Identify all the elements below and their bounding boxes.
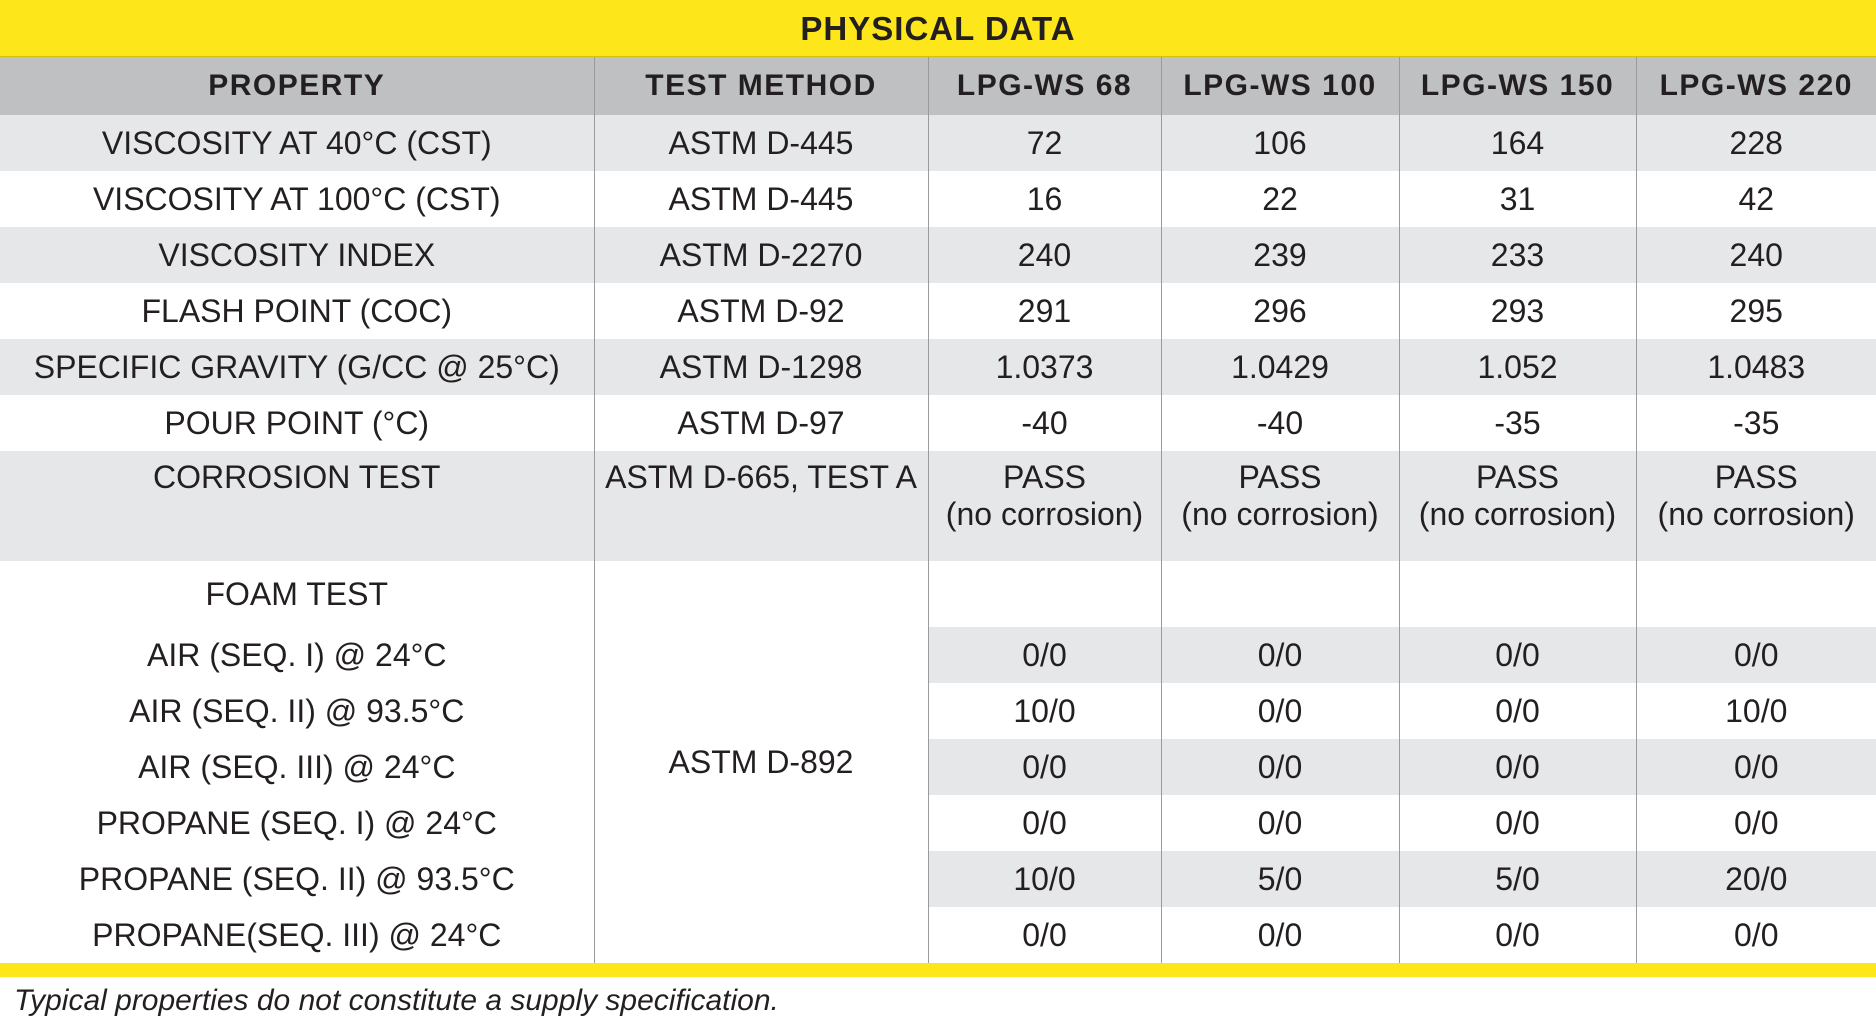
property-cell: PROPANE (SEQ. II) @ 93.5°C <box>0 851 594 907</box>
value-cell: 0/0 <box>1636 795 1876 851</box>
value-cell: 296 <box>1161 283 1399 339</box>
table-row <box>0 171 1876 227</box>
footnote: Typical properties do not constitute a supply specification. <box>14 984 779 1017</box>
value-cell: 295 <box>1636 283 1876 339</box>
property-cell: VISCOSITY AT 40°C (CST) <box>0 115 594 171</box>
pass-detail: (no corrosion) <box>1657 496 1855 532</box>
value-cell: 0/0 <box>1399 627 1636 683</box>
corrosion-row <box>0 451 1876 561</box>
header-lpg-ws-220: LPG-WS 220 <box>1636 57 1876 115</box>
header-lpg-ws-100: LPG-WS 100 <box>1161 57 1399 115</box>
method-cell: ASTM D-2270 <box>594 227 928 283</box>
foam-row <box>0 627 1876 683</box>
property-cell: PROPANE (SEQ. I) @ 24°C <box>0 795 594 851</box>
value-cell: 0/0 <box>1636 907 1876 963</box>
pass-result: PASS <box>1003 459 1086 495</box>
value-cell: 16 <box>928 171 1161 227</box>
empty-cell <box>928 561 1161 627</box>
value-cell: 164 <box>1399 115 1636 171</box>
value-cell <box>1636 451 1876 561</box>
value-cell <box>928 451 1161 561</box>
value-cell: 0/0 <box>1399 907 1636 963</box>
value-cell: 0/0 <box>1399 683 1636 739</box>
value-cell: 10/0 <box>928 851 1161 907</box>
value-cell: 10/0 <box>1636 683 1876 739</box>
value-cell: 0/0 <box>928 739 1161 795</box>
value-cell: 0/0 <box>1636 627 1876 683</box>
table-row <box>0 227 1876 283</box>
value-cell: 0/0 <box>1161 627 1399 683</box>
pass-result: PASS <box>1476 459 1559 495</box>
value-cell: 0/0 <box>928 795 1161 851</box>
property-cell: AIR (SEQ. I) @ 24°C <box>0 627 594 683</box>
value-cell: 1.052 <box>1399 339 1636 395</box>
value-cell: 239 <box>1161 227 1399 283</box>
property-cell: AIR (SEQ. II) @ 93.5°C <box>0 683 594 739</box>
empty-cell <box>1636 561 1876 627</box>
value-cell: 0/0 <box>928 907 1161 963</box>
value-cell: 240 <box>1636 227 1876 283</box>
foam-title-row <box>0 561 1876 627</box>
table-row <box>0 283 1876 339</box>
foam-method-cell: ASTM D-892 <box>594 561 928 963</box>
value-cell: 0/0 <box>1161 795 1399 851</box>
value-cell: 228 <box>1636 115 1876 171</box>
value-cell: 291 <box>928 283 1161 339</box>
value-cell: 1.0483 <box>1636 339 1876 395</box>
value-cell: 233 <box>1399 227 1636 283</box>
table-row <box>0 339 1876 395</box>
property-cell: SPECIFIC GRAVITY (G/CC @ 25°C) <box>0 339 594 395</box>
value-cell: 10/0 <box>928 683 1161 739</box>
bottom-accent-bar <box>0 963 1876 977</box>
pass-result: PASS <box>1238 459 1322 495</box>
table-row <box>0 115 1876 171</box>
method-cell: ASTM D-97 <box>594 395 928 451</box>
foam-row <box>0 851 1876 907</box>
method-cell: ASTM D-445 <box>594 115 928 171</box>
value-cell: 72 <box>928 115 1161 171</box>
foam-row <box>0 683 1876 739</box>
value-cell <box>1399 451 1636 561</box>
value-cell: 5/0 <box>1161 851 1399 907</box>
value-cell <box>1161 451 1399 561</box>
pass-detail: (no corrosion) <box>1418 496 1617 532</box>
value-cell: 22 <box>1161 171 1399 227</box>
value-cell: 31 <box>1399 171 1636 227</box>
value-cell: 5/0 <box>1399 851 1636 907</box>
property-cell: VISCOSITY AT 100°C (CST) <box>0 171 594 227</box>
method-cell: ASTM D-445 <box>594 171 928 227</box>
value-cell: 0/0 <box>1161 739 1399 795</box>
value-cell: 0/0 <box>1636 739 1876 795</box>
foam-row <box>0 795 1876 851</box>
foam-test-label: FOAM TEST <box>0 561 594 627</box>
value-cell: 106 <box>1161 115 1399 171</box>
property-cell: PROPANE(SEQ. III) @ 24°C <box>0 907 594 963</box>
value-cell: -35 <box>1399 395 1636 451</box>
value-cell: 1.0429 <box>1161 339 1399 395</box>
value-cell: 0/0 <box>1161 907 1399 963</box>
value-cell: 0/0 <box>928 627 1161 683</box>
value-cell: 240 <box>928 227 1161 283</box>
foam-row <box>0 907 1876 963</box>
table-title: PHYSICAL DATA <box>0 0 1876 57</box>
value-cell: 293 <box>1399 283 1636 339</box>
table-row <box>0 395 1876 451</box>
header-row <box>0 57 1876 115</box>
property-cell: AIR (SEQ. III) @ 24°C <box>0 739 594 795</box>
header-lpg-ws-150: LPG-WS 150 <box>1399 57 1636 115</box>
method-cell: ASTM D-92 <box>594 283 928 339</box>
header-lpg-ws-68: LPG-WS 68 <box>928 57 1161 115</box>
property-cell: CORROSION TEST <box>0 451 594 561</box>
property-cell: POUR POINT (°C) <box>0 395 594 451</box>
header-property: PROPERTY <box>0 57 594 115</box>
pass-detail: (no corrosion) <box>945 496 1144 532</box>
value-cell: 42 <box>1636 171 1876 227</box>
value-cell: 0/0 <box>1399 739 1636 795</box>
value-cell: 20/0 <box>1636 851 1876 907</box>
empty-cell <box>1399 561 1636 627</box>
pass-detail: (no corrosion) <box>1181 496 1379 532</box>
value-cell: -35 <box>1636 395 1876 451</box>
value-cell: 0/0 <box>1161 683 1399 739</box>
method-cell: ASTM D-1298 <box>594 339 928 395</box>
header-test-method: TEST METHOD <box>594 57 928 115</box>
empty-cell <box>1161 561 1399 627</box>
value-cell: 1.0373 <box>928 339 1161 395</box>
foam-row <box>0 739 1876 795</box>
method-cell: ASTM D-665, TEST A <box>594 451 928 561</box>
value-cell: -40 <box>928 395 1161 451</box>
property-cell: VISCOSITY INDEX <box>0 227 594 283</box>
property-cell: FLASH POINT (COC) <box>0 283 594 339</box>
pass-result: PASS <box>1714 459 1798 495</box>
value-cell: -40 <box>1161 395 1399 451</box>
physical-data-table <box>0 57 1876 963</box>
value-cell: 0/0 <box>1399 795 1636 851</box>
